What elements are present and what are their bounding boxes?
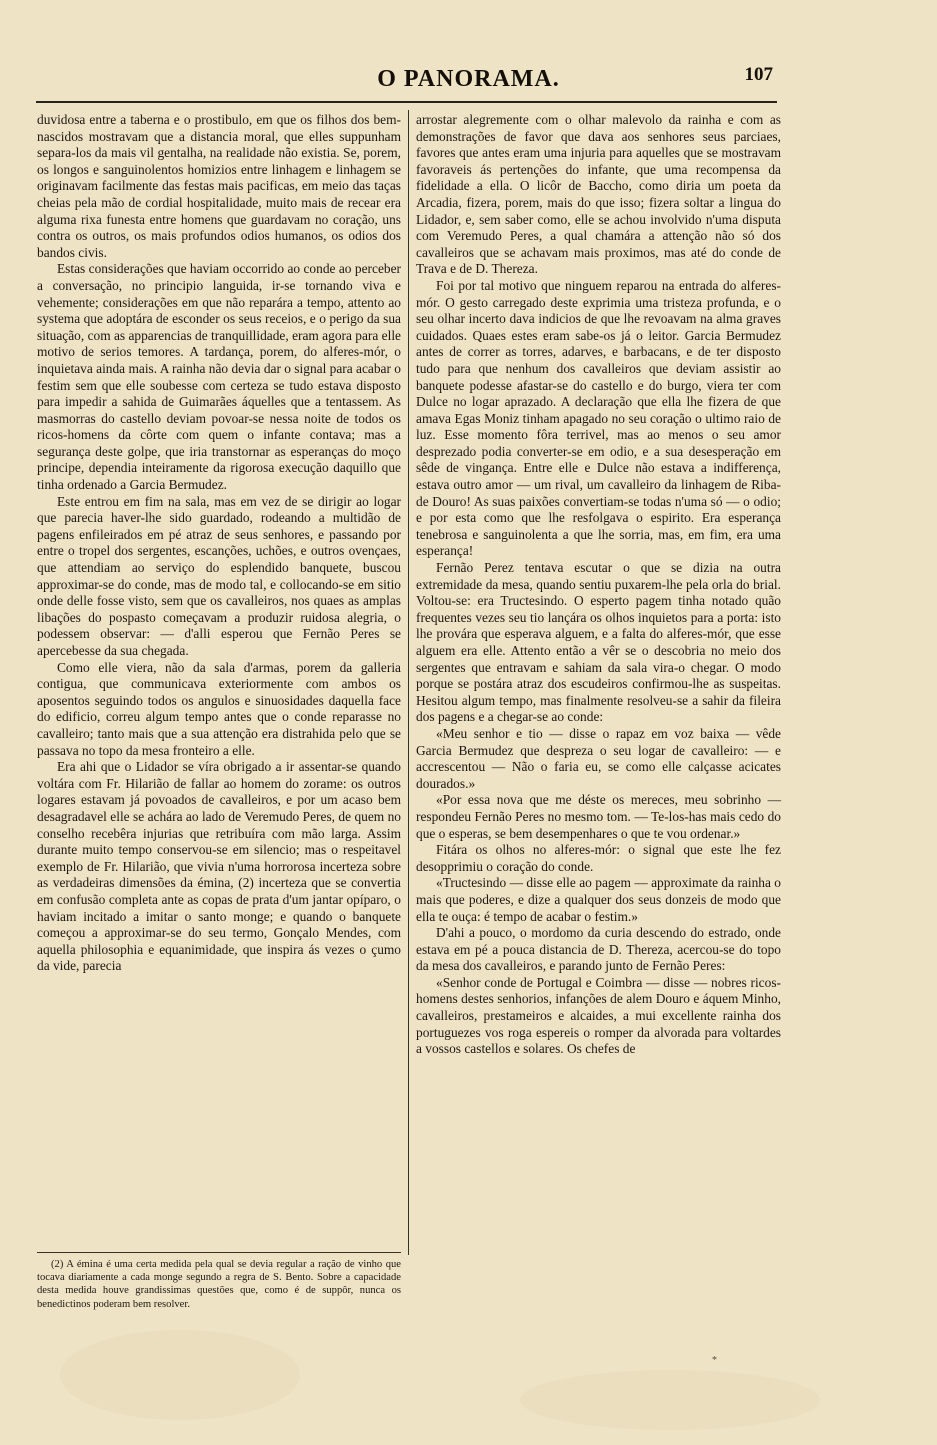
- paragraph: «Por essa nova que me déste os mereces, meu sobrinho — respondeu Fernão Peres no mesmo tom. — Te-los-has mais cedo do que o esperas, se bem desempenhares o que te vou ordenar.»: [416, 792, 781, 841]
- footnote: [37, 1258, 401, 1311]
- paragraph: Era ahi que o Lidador se víra obrigado a ir assentar-se quando voltára com Fr. Hilarião de fallar ao homem do zorame: os outros logares estavam já povoados de cavalleiros, e por um acaso bem desagradavel elle se achára ao lado de Veremudo Peres, de quem no conselho recebêra injurias que retribuíra com mão larga. Assim durante muito tempo conservou-se em silencio; mas o respeitavel exemplo de Fr. Hilarião, que vivia n'uma horrorosa incerteza sobre as verdadeiras dimensões da émina, (2) incerteza que se convertia em confusão completa ante as copas de prata d'um jantar opíparo, o haviam incitado a imitar o santo monge; e quando o banquete começou a approximar-se do seu termo, Gonçalo Mendes, com aquella philosophia e equanimidade, que inspira ás vezes o çumo da vide, parecia: [37, 759, 401, 974]
- paragraph: «Senhor conde de Portugal e Coimbra — disse — nobres ricos-homens destes senhorios, infanções de alem Douro e áquem Minho, cavalleiros, prestameiros e alcaides, a mui excellente rainha dos portuguezes vos roga espereis o romper da alvorada para voltardes a vossos castellos e solares. Os chefes de: [416, 974, 781, 1057]
- footnote-text: (2) A émina é uma certa medida pela qual se devia regular a ração de vinho que tocava diariamente a cada monge segundo a regra de S. Bento. Sobre a capacidade desta medida houve grandissimas questões que, como é de suppôr, nunca os benedictinos poderam bem resolver.: [37, 1259, 401, 1310]
- page-number: 107: [744, 64, 773, 85]
- paragraph: D'ahi a pouco, o mordomo da curia descendo do estrado, onde estava em pé a pouca distancia de D. Thereza, acercou-se do topo da mesa dos cavalleiros, e parando junto de Fernão Peres:: [416, 925, 781, 974]
- left-column: [37, 112, 401, 975]
- column-divider: [408, 110, 409, 1255]
- page-title: O PANORAMA.: [377, 66, 560, 92]
- footnote-rule: [37, 1252, 401, 1253]
- right-column: [416, 112, 781, 1058]
- paragraph: Como elle viera, não da sala d'armas, porem da galleria contigua, que communicava exteriormente com ambos os aposentos seguindo todos os angulos e sinuosidades daquella face do edificio, correu algum tempo antes que o conde reparasse no cavalleiro; tanto mais que a sua attenção era distrahida pelo que se passava no topo da mesa fronteiro a elle.: [37, 659, 401, 758]
- ornament-asterisk: *: [712, 1355, 717, 1366]
- paragraph: «Tructesindo — disse elle ao pagem — approximate da rainha o mais que poderes, e dize a qualquer dos seus donzeis de modo que ella te ouça: é tempo de acabar o festim.»: [416, 875, 781, 924]
- paragraph: Fitára os olhos no alferes-mór: o signal que este lhe fez desopprimiu o coração do conde.: [416, 842, 781, 874]
- header-rule: [36, 101, 777, 103]
- paragraph: Estas considerações que haviam occorrido ao conde ao perceber a conversação, no principio languida, ir-se tornando viva e vehemente; considerações em que não reparára a tempo, attento ao systema que adoptára de esconder os seus receios, e o perigo da sua situação, com as apparencias de tranquillidade, eram agora para elle motivo de serios temores. A tardança, porem, do alferes-mór, o inquietava ainda mais. A rainha não devia dar o signal para acabar o festim sem que elle soubesse com certeza se tudo estava disposto para impedir a sahida de Guimarães áquelles que a tentassem. As masmorras do castello deviam povoar-se nessa noite de todos os ricos-homens da côrte com quem o infante contava; mas a segurança deste golpe, que iria transtornar as esperanças do moço principe, dependia inteiramente da rigorosa execução daquillo que tinha ordenado a Garcia Bermudez.: [37, 261, 402, 493]
- paragraph: Foi por tal motivo que ninguem reparou na entrada do alferes-mór. O gesto carregado deste exprimia uma tristeza profunda, e o seu olhar incerto dava indicios de que lhe revoavam na alma graves cuidados. Quaes estes eram sabe-os já o leitor. Garcia Bermudez antes de correr as torres, adarves, e barbacans, e de ter disposto tudo para que nenhum dos cavalleiros que deviam assistir ao banquete podesse afastar-se do castello e do burgo, viera ter com Dulce no logar aprazado. A declaração que ella lhe fizera de que amava Egas Moniz tinham apagado no seu coração o ultimo raio de luz. Esse momento fôra terrivel, mas ao menos o seu amor desprezado podia converter-se em odio, e a sua desesperação em sêde de vingança. Entre elle e Dulce não estava a indifferença, estava outro amor — um rival, um cavalleiro da linhagem de Riba-de Douro! As suas paixões convertiam-se todas n'uma só — o odio; e por esta como que lhe resfolgava o espirito. Era esperança tenebrosa e sanguinolenta a que lhe sorria, mas, em fim, era uma esperança!: [416, 277, 781, 559]
- paragraph: duvidosa entre a taberna e o prostibulo, em que os filhos dos bem-nascidos mostravam que a distancia moral, que elles suppunham separa-los da mais vil gentalha, na realidade não existia. Se, porem, os longos e sanguinolentos homizios entre linhagem e linhagem se originavam facilmente das festas mais pacificas, em meio das taças cheias pela mão de cordial hospitalidade, muito mais de recear era alguma rixa funesta entre homens que guardavam no coração, uns contra os outros, os mais profundos odios humanos, os odios dos bandos civis.: [37, 112, 401, 260]
- paragraph: Fernão Perez tentava escutar o que se dizia na outra extremidade da mesa, quando sentiu puxarem-lhe pela orla do brial. Voltou-se: era Tructesindo. O esperto pagem tinha notado quão frequentes vezes seu tio lançára os olhos inquietos para a porta: isto lhe provára que esperava alguem, e a falta do alferes-mór, que esse alguem era elle. Attento então a vêr se o descobria no meio dos sergentes que entravam e sahiam da sala vira-o chegar. O modo porque se postára atraz dos escudeiros confirmou-lhe as suspeitas. Hesitou algum tempo, mas finalmente resolveu-se a sahir da fileira dos pagens e a chegar-se ao conde:: [416, 560, 781, 725]
- paragraph: «Meu senhor e tio — disse o rapaz em voz baixa — vêde Garcia Bermudez que despreza o seu logar de cavalleiro: — e accrescentou — Não o faria eu, se como elle calçasse acicates dourados.»: [416, 725, 781, 791]
- paragraph: Este entrou em fim na sala, mas em vez de se dirigir ao logar que parecia haver-lhe sido guardado, rodeando a multidão de pagens enfileirados em pé atraz de seus senhores, e passando por entre o tropel dos sergentes, escanções, uchões, e outros ovençaes, que attendiam ao serviço do esplendido banquete, buscou approximar-se do conde, mas de modo tal, e collocando-se em sitio onde delle fosse visto, sem que os cavalleiros, nos quaes as amplas libações do pospasto começavam a produzir ruidosa alegria, o podessem observar: — d'alli esperou que Fernão Peres se apercebesse da sua chegada.: [37, 493, 401, 658]
- paragraph: arrostar alegremente com o olhar malevolo da rainha e com as demonstrações de favor que dava aos senhores seus parciaes, favores que antes eram uma injuria para aquelles que se mostravam favoraveis ás pertenções do infante, que uma recompensa da fidelidade a ella. O licôr de Baccho, como diria um poeta da Arcadia, fizera, porem, mais do que isso; fizera soltar a lingua do Lidador, e, sem saber como, elle se achou involvido n'uma disputa com Veremudo Peres, a qual chamára a attenção não só dos cavalleiros que se achavam mais proximos, mas até do conde de Trava e de D. Thereza.: [416, 112, 781, 277]
